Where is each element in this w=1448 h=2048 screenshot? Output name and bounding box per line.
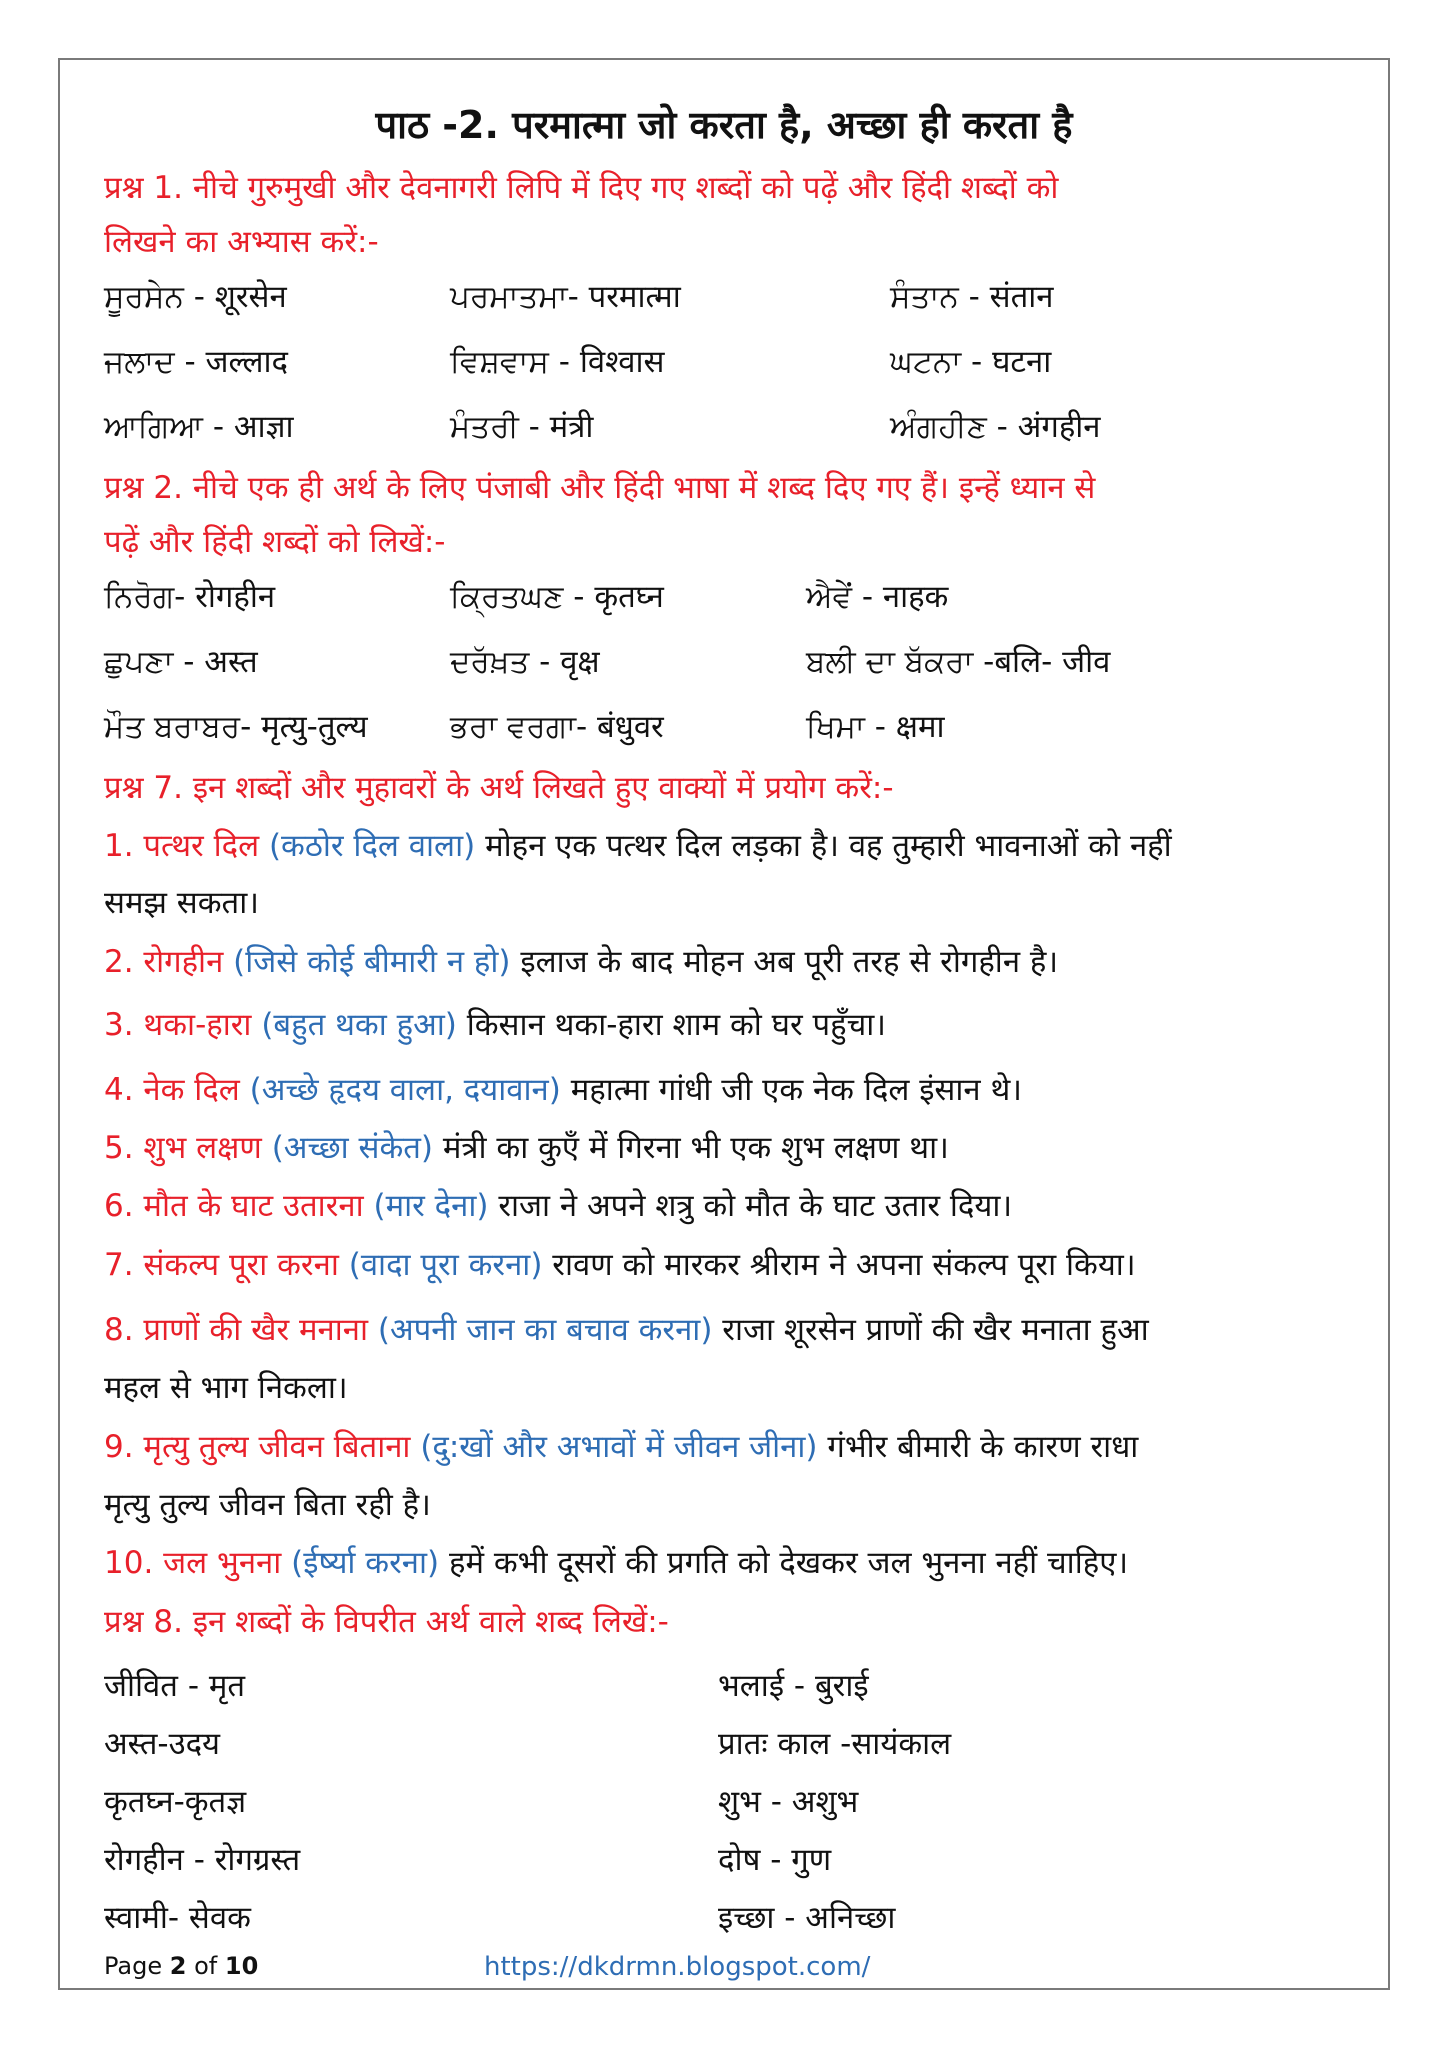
- q7-meaning: (अच्छे हृदय वाला, दयावान): [249, 1072, 561, 1108]
- q7-sentence: गंभीर बीमारी के कारण राधा: [827, 1429, 1139, 1465]
- q7-item-8-cont: महल से भाग निकला।: [104, 1370, 348, 1406]
- q1-word: ਘਟਨਾ - घटना: [890, 344, 1052, 380]
- q7-sentence: महात्मा गांधी जी एक नेक दिल इंसान थे।: [570, 1072, 1023, 1108]
- q8-pair: दोष - गुण: [718, 1842, 832, 1878]
- q7-item-8: [104, 1308, 1149, 1350]
- q7-term: 4. नेक दिल: [104, 1072, 240, 1108]
- q1-word: ਜਲਾਦ - जल्लाद: [104, 344, 288, 380]
- q8-pair: इच्छा - अनिच्छा: [718, 1900, 896, 1936]
- q7-meaning: (वादा पूरा करना): [348, 1247, 543, 1283]
- q7-term: 1. पत्थर दिल: [104, 828, 260, 864]
- q7-sentence: राजा शूरसेन प्राणों की खैर मनाता हुआ: [722, 1312, 1149, 1348]
- q2-word: ਬਲੀ ਦਾ ਬੱਕਰਾ -बलि- जीव: [806, 644, 1111, 680]
- q7-item-2: [104, 940, 1058, 982]
- q7-sentence: हमें कभी दूसरों की प्रगति को देखकर जल भुनना नहीं चाहिए।: [448, 1545, 1129, 1581]
- q1-heading-line2: लिखने का अभ्यास करें:-: [104, 224, 379, 260]
- q7-item-6: [104, 1184, 1012, 1226]
- page-of: of: [194, 1952, 218, 1980]
- q7-term: 7. संकल्प पूरा करना: [104, 1247, 339, 1283]
- q7-term: 6. मौत के घाट उतारना: [104, 1188, 364, 1224]
- q7-meaning: (दु:खों और अभावों में जीवन जीना): [420, 1429, 818, 1465]
- q8-heading: प्रश्न 8. इन शब्दों के विपरीत अर्थ वाले शब्द लिखें:-: [104, 1604, 669, 1640]
- q7-meaning: (ईर्ष्या करना): [291, 1545, 440, 1581]
- q2-word: ਨਿਰੋਗ- रोगहीन: [104, 579, 276, 615]
- q2-word: ਛੁਪਣਾ - अस्त: [104, 644, 258, 680]
- q1-word: ਸੰਤਾਨ - संतान: [890, 279, 1054, 315]
- q1-word: ਅੰਗਹੀਣ - अंगहीन: [890, 409, 1101, 445]
- q2-heading-line2: पढ़ें और हिंदी शब्दों को लिखें:-: [104, 524, 446, 560]
- q7-item-9-cont: मृत्यु तुल्य जीवन बिता रही है।: [104, 1487, 431, 1523]
- q2-word: ਭਰਾ ਵਰਗਾ- बंधुवर: [450, 709, 664, 745]
- q1-word: ਸੂਰਸੇਨ - शूरसेन: [104, 279, 287, 315]
- q7-heading: प्रश्न 7. इन शब्दों और मुहावरों के अर्थ लिखते हुए वाक्यों में प्रयोग करें:-: [104, 770, 894, 806]
- q7-sentence: किसान थका-हारा शाम को घर पहुँचा।: [466, 1007, 887, 1043]
- blog-link[interactable]: https://dkdrmn.blogspot.com/: [484, 1952, 871, 1982]
- q2-word: ਖਿਮਾ - क्षमा: [806, 709, 945, 745]
- q1-word: ਮੰਤਰੀ - मंत्री: [450, 409, 594, 445]
- q7-term: 10. जल भुनना: [104, 1545, 282, 1581]
- q2-word: ਦਰੱਖ਼ਤ - वृक्ष: [450, 644, 600, 680]
- q7-item-1-cont: समझ सकता।: [104, 885, 259, 921]
- q7-item-1: [104, 824, 1172, 866]
- page-total: 10: [224, 1952, 259, 1980]
- q8-pair: स्वामी- सेवक: [104, 1900, 251, 1936]
- lesson-title: पाठ -2. परमात्मा जो करता है, अच्छा ही करता है: [375, 103, 1073, 147]
- q7-sentence: रावण को मारकर श्रीराम ने अपना संकल्प पूरा किया।: [552, 1247, 1136, 1283]
- q7-meaning: (अपनी जान का बचाव करना): [377, 1312, 713, 1348]
- q8-pair: प्रातः काल -सायंकाल: [718, 1726, 952, 1762]
- q8-pair: जीवित - मृत: [104, 1668, 246, 1704]
- page-label: Page: [104, 1952, 163, 1980]
- q7-meaning: (अच्छा संकेत): [271, 1130, 434, 1166]
- q7-item-9: [104, 1425, 1138, 1467]
- q2-word: ਐਵੇਂ - नाहक: [806, 579, 949, 615]
- page-number: [104, 1952, 258, 1980]
- q2-word: ਕ੍ਰਿਤਘਣ - कृतघ्न: [450, 579, 664, 615]
- q8-pair: भलाई - बुराई: [718, 1668, 869, 1704]
- q8-pair: शुभ - अशुभ: [718, 1784, 859, 1820]
- q1-heading-line1: प्रश्न 1. नीचे गुरुमुखी और देवनागरी लिपि में दिए गए शब्दों को पढ़ें और हिंदी शब्दों को: [104, 170, 1059, 206]
- q7-meaning: (कठोर दिल वाला): [268, 828, 476, 864]
- q1-word: ਵਿਸ਼ਵਾਸ - विश्वास: [450, 344, 665, 380]
- q7-term: 9. मृत्यु तुल्य जीवन बिताना: [104, 1429, 411, 1465]
- q7-item-4: [104, 1068, 1022, 1110]
- q7-item-10: [104, 1541, 1128, 1583]
- q7-term: 3. थका-हारा: [104, 1007, 252, 1043]
- q7-sentence: मंत्री का कुएँ में गिरना भी एक शुभ लक्षण था।: [442, 1130, 949, 1166]
- q2-word: ਮੌਤ ਬਰਾਬਰ- मृत्यु-तुल्य: [104, 709, 368, 745]
- page-current: 2: [169, 1952, 187, 1980]
- q7-sentence: राजा ने अपने शत्रु को मौत के घाट उतार दिया।: [498, 1188, 1013, 1224]
- q7-term: 8. प्राणों की खैर मनाना: [104, 1312, 368, 1348]
- q7-item-7: [104, 1243, 1136, 1285]
- q7-sentence: इलाज के बाद मोहन अब पूरी तरह से रोगहीन है।: [520, 944, 1059, 980]
- q7-meaning: (मार देना): [373, 1188, 489, 1224]
- q7-term: 5. शुभ लक्षण: [104, 1130, 262, 1166]
- q1-word: ਆਗਿਆ - आज्ञा: [104, 409, 294, 445]
- q7-meaning: (बहुत थका हुआ): [261, 1007, 457, 1043]
- q7-item-5: [104, 1126, 949, 1168]
- q1-word: ਪਰਮਾਤਮਾ- परमात्मा: [450, 279, 681, 315]
- q7-sentence: मोहन एक पत्थर दिल लड़का है। वह तुम्हारी भावनाओं को नहीं: [485, 828, 1172, 864]
- q7-meaning: (जिसे कोई बीमारी न हो): [233, 944, 511, 980]
- q8-pair: कृतघ्न-कृतज्ञ: [104, 1784, 247, 1820]
- q7-item-3: [104, 1003, 886, 1045]
- q8-pair: रोगहीन - रोगग्रस्त: [104, 1842, 301, 1878]
- q2-heading-line1: प्रश्न 2. नीचे एक ही अर्थ के लिए पंजाबी और हिंदी भाषा में शब्द दिए गए हैं। इन्हें ध्यान से: [104, 470, 1096, 506]
- q7-term: 2. रोगहीन: [104, 944, 224, 980]
- q8-pair: अस्त-उदय: [104, 1726, 221, 1762]
